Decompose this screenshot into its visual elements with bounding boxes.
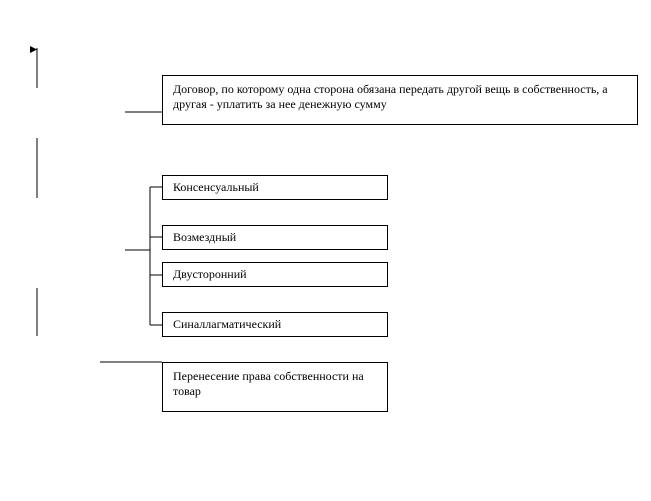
characteristic-box-paid [162, 225, 388, 250]
characteristic-box-bilateral [162, 262, 388, 287]
characteristic-box-consensual [162, 175, 388, 200]
arrow-head-icon [30, 46, 37, 53]
characteristic-label: Синаллагматический [173, 317, 282, 331]
characteristic-label: Возмездный [173, 230, 237, 244]
characteristic-label: Двусторонний [173, 267, 247, 281]
definition-text: Договор, по которому одна сторона обязана передать другой вещь в собственность, а другая - уплатить за нее денежную сумму [173, 82, 608, 111]
characteristic-label: Консенсуальный [173, 180, 259, 194]
definition-box [162, 75, 638, 125]
consequence-box [162, 362, 388, 412]
consequence-text: Перенесение права собственности на товар [173, 369, 364, 398]
characteristic-box-synallagmatic [162, 312, 388, 337]
